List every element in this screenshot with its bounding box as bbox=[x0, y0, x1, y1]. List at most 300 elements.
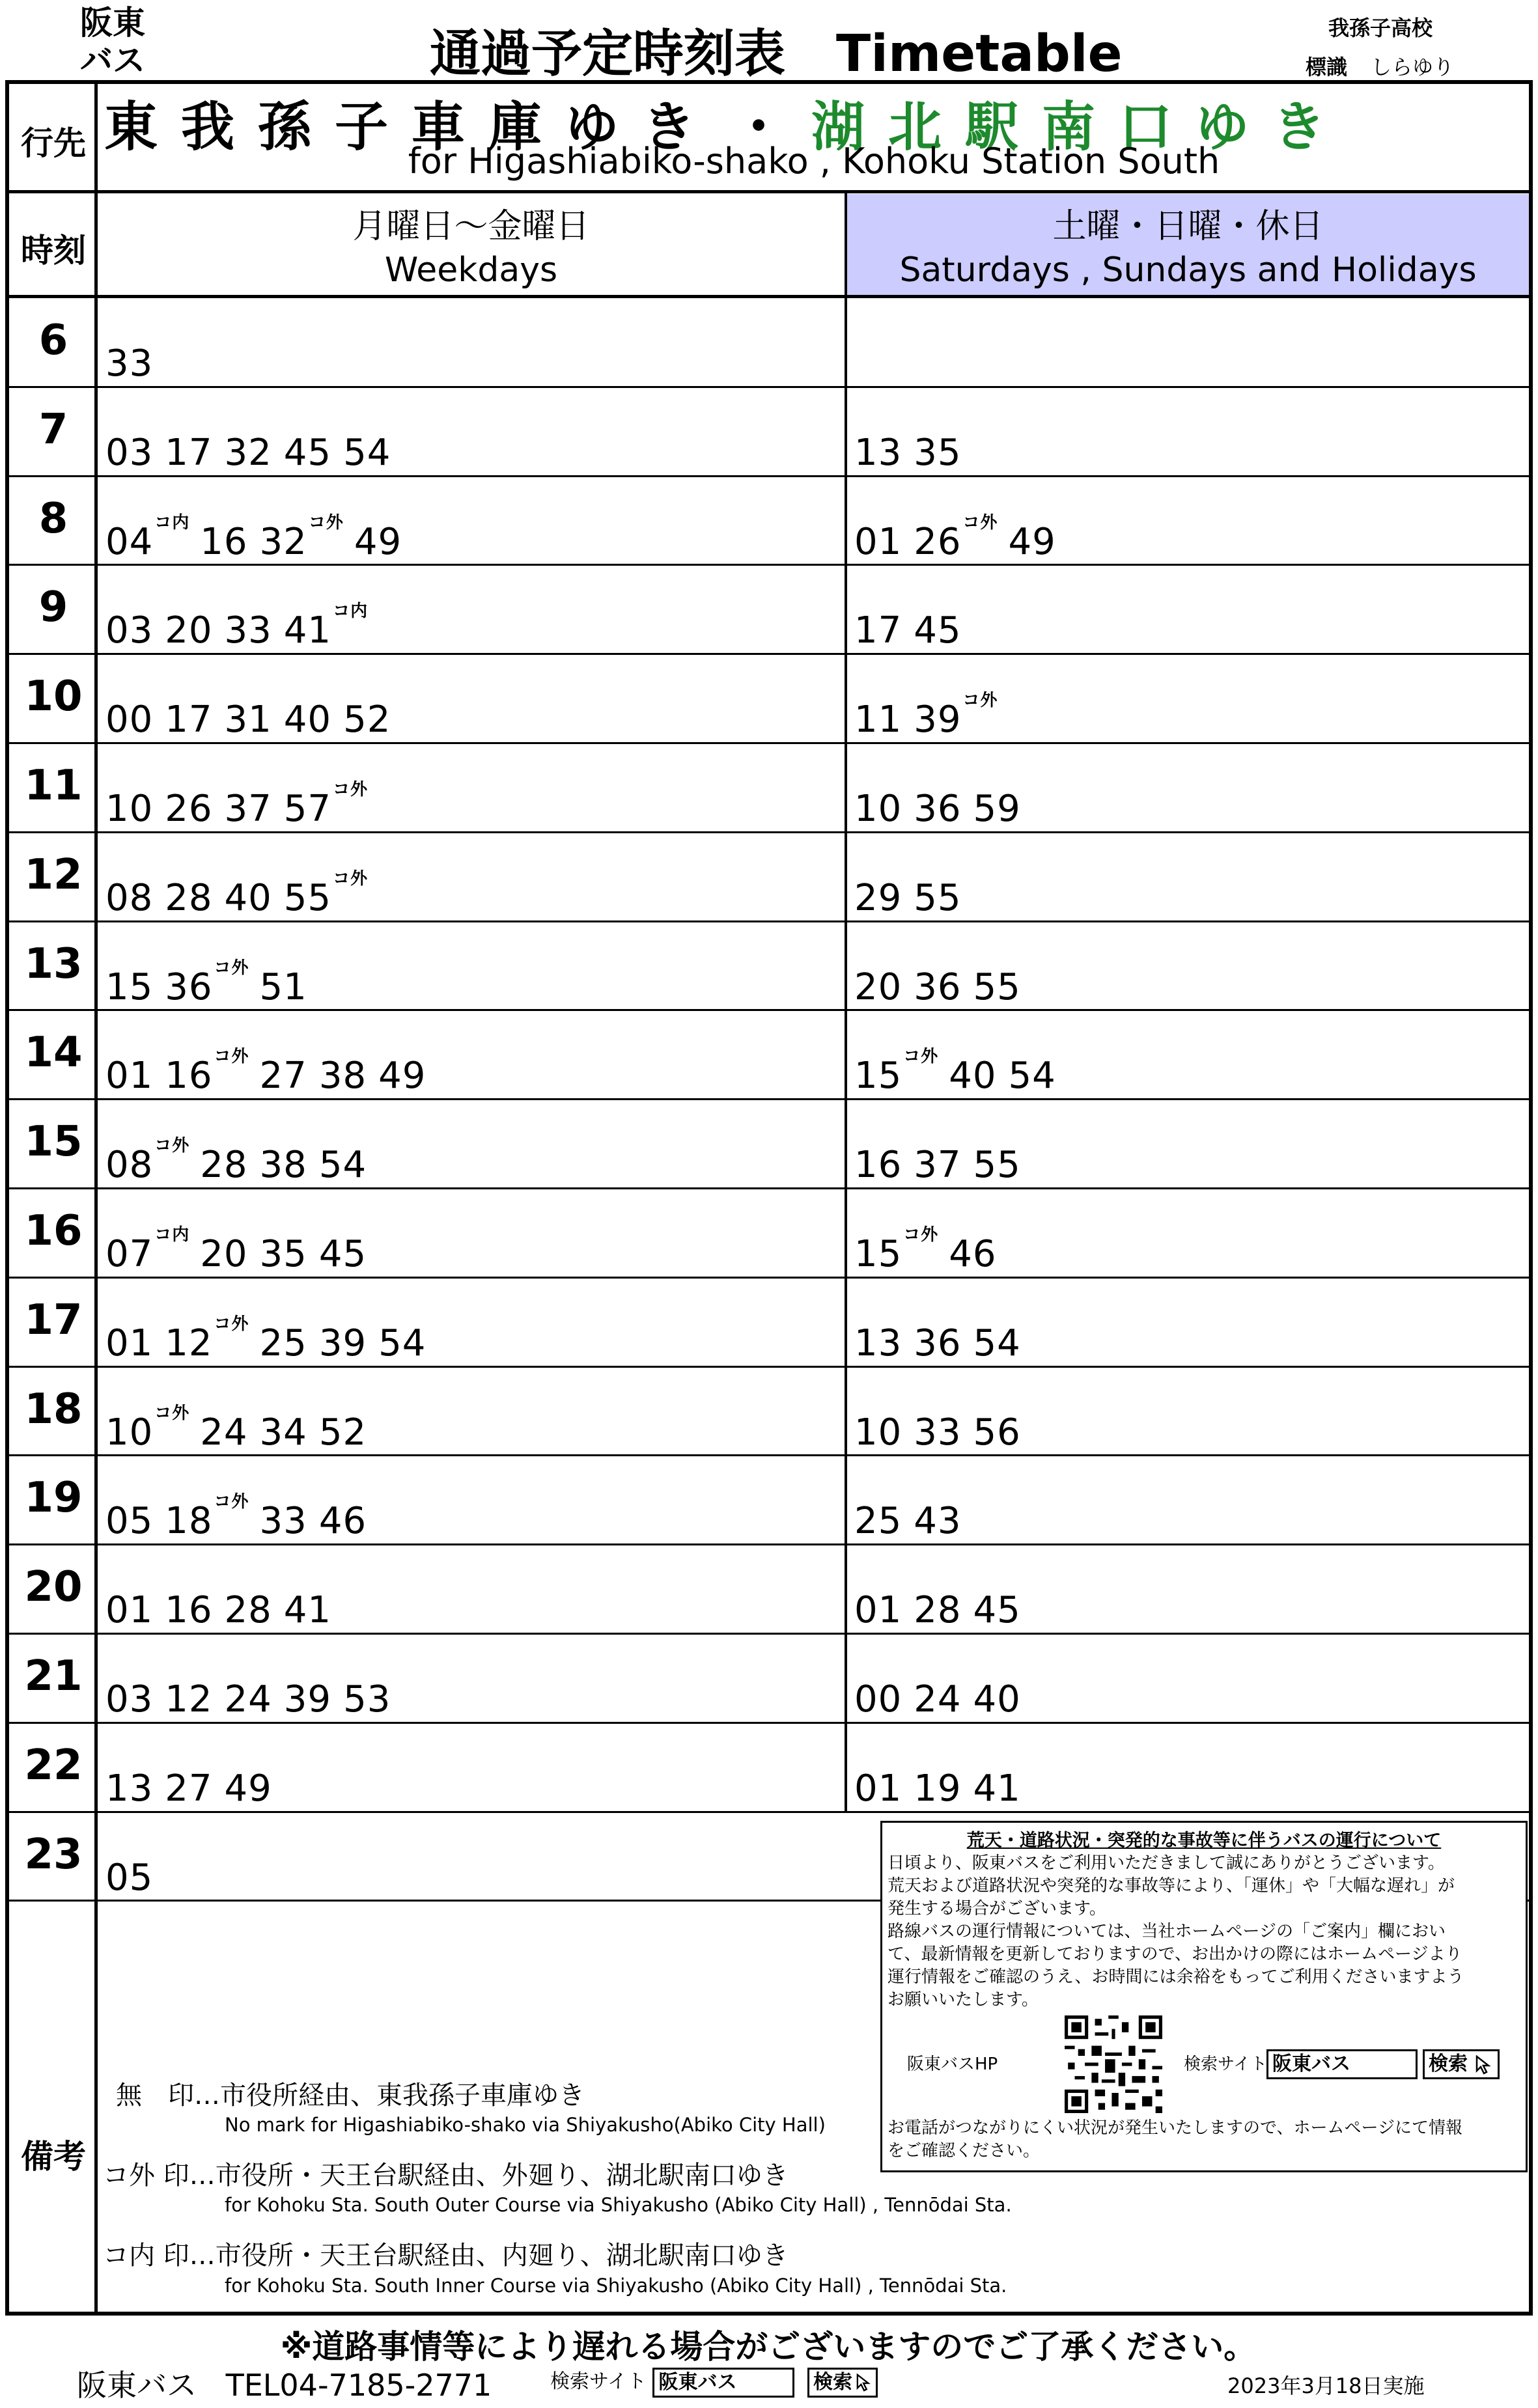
departure-time bbox=[854, 699, 902, 741]
footer-tel: TEL04-7185-2771 bbox=[225, 2368, 492, 2403]
departure-time bbox=[1009, 521, 1056, 563]
departure-time bbox=[165, 877, 212, 919]
holiday-times bbox=[854, 1767, 1033, 1810]
departure-minute: 33 bbox=[105, 342, 154, 385]
departure-minute: 25 bbox=[259, 1322, 307, 1364]
route-mark: コ外 bbox=[962, 691, 998, 710]
departure-minute: 10 bbox=[105, 788, 154, 830]
departure-time bbox=[105, 966, 153, 1008]
departure-time bbox=[105, 1055, 153, 1097]
notice-search-input[interactable]: 阪東バス bbox=[1266, 2049, 1418, 2079]
departure-time bbox=[914, 1678, 961, 1721]
notice-search-label: 検索サイト bbox=[1184, 2055, 1268, 2074]
departure-minute: 55 bbox=[914, 877, 962, 919]
departure-minute: 36 bbox=[165, 966, 213, 1008]
holiday-times bbox=[854, 691, 1009, 741]
departure-time bbox=[284, 699, 331, 741]
departure-minute: 49 bbox=[378, 1055, 426, 1097]
departure-minute: 49 bbox=[354, 521, 402, 563]
departure-time bbox=[914, 691, 998, 741]
destination-separator: ・ bbox=[732, 96, 812, 158]
departure-minute: 28 bbox=[224, 1589, 272, 1631]
departure-time bbox=[914, 1767, 961, 1810]
notice-line: 発生する場合がございます。 bbox=[888, 1899, 1106, 1918]
holiday-times bbox=[854, 1411, 1033, 1454]
departure-minute: 12 bbox=[165, 1678, 213, 1721]
departure-minute: 26 bbox=[914, 521, 962, 563]
row-line bbox=[5, 1009, 1533, 1011]
departure-minute: 01 bbox=[854, 1767, 902, 1810]
hour-label: 11 bbox=[24, 762, 83, 810]
departure-minute: 20 bbox=[200, 1233, 248, 1275]
hour-label: 16 bbox=[24, 1207, 83, 1255]
destination-jp-main: 東我孫子車庫ゆき bbox=[104, 96, 720, 158]
row-line bbox=[5, 1098, 1533, 1100]
row-line bbox=[5, 831, 1533, 833]
departure-minute: 40 bbox=[949, 1055, 997, 1097]
departure-minute: 10 bbox=[105, 1411, 154, 1454]
departure-time bbox=[165, 1589, 212, 1631]
departure-minute: 08 bbox=[105, 1144, 154, 1186]
departure-time bbox=[973, 1767, 1021, 1810]
departure-time bbox=[200, 1411, 247, 1454]
weekday-times bbox=[105, 1678, 402, 1721]
departure-minute: 01 bbox=[105, 1589, 154, 1631]
departure-time bbox=[854, 788, 902, 830]
departure-time bbox=[283, 780, 369, 830]
departure-time bbox=[1009, 1055, 1056, 1097]
holiday-times bbox=[854, 1144, 1033, 1186]
departure-time bbox=[225, 1589, 272, 1631]
departure-time bbox=[260, 1500, 307, 1542]
route-mark: コ外 bbox=[214, 958, 249, 978]
departure-time bbox=[343, 1678, 391, 1721]
departure-time bbox=[914, 513, 998, 563]
departure-minute: 19 bbox=[914, 1767, 962, 1810]
departure-minute: 39 bbox=[283, 1678, 332, 1721]
row-line bbox=[5, 920, 1533, 922]
footer-search-input[interactable]: 阪東バス bbox=[652, 2368, 794, 2398]
departure-minute: 27 bbox=[259, 1055, 307, 1097]
remark-outer-jp: コ外 印…市役所・天王台駅経由、外廻り、湖北駅南口ゆき bbox=[103, 2161, 789, 2191]
cursor-icon bbox=[856, 2373, 873, 2392]
departure-minute: 54 bbox=[1008, 1055, 1056, 1097]
holiday-times bbox=[854, 432, 973, 474]
departure-time bbox=[343, 432, 391, 474]
departure-time bbox=[914, 609, 961, 652]
departure-minute: 15 bbox=[105, 966, 154, 1008]
departure-time bbox=[854, 966, 902, 1008]
departure-minute: 40 bbox=[973, 1678, 1021, 1721]
row-line bbox=[5, 1543, 1533, 1545]
departure-minute: 12 bbox=[165, 1322, 213, 1364]
notice-line: て、最新情報を更新しておりますので、お出かけの際にはホームページより bbox=[888, 1944, 1462, 1964]
stop-sign bbox=[1306, 51, 1454, 81]
footer-search bbox=[550, 2365, 878, 2398]
departure-time bbox=[225, 788, 272, 830]
hour-label: 9 bbox=[38, 583, 68, 631]
departure-minute: 01 bbox=[105, 1055, 154, 1097]
departure-minute: 54 bbox=[343, 432, 391, 474]
departure-time bbox=[319, 1322, 367, 1364]
holiday-times bbox=[854, 877, 973, 919]
departure-time bbox=[225, 432, 272, 474]
departure-time bbox=[225, 1678, 272, 1721]
departure-time bbox=[854, 1500, 902, 1542]
remark-inner-jp: コ内 印…市役所・天王台駅経由、内廻り、湖北駅南口ゆき bbox=[103, 2241, 789, 2271]
stop-school: 我孫子高校 bbox=[1328, 16, 1433, 40]
departure-time bbox=[854, 432, 902, 474]
remark-none-en: No mark for Higashiabiko-shako via Shiyakusho(Abiko City Hall) bbox=[225, 2114, 826, 2136]
departure-minute: 29 bbox=[854, 877, 902, 919]
departure-minute: 38 bbox=[318, 1055, 367, 1097]
weekday-times bbox=[105, 432, 402, 474]
departure-minute: 40 bbox=[283, 699, 332, 741]
departure-time bbox=[283, 869, 369, 919]
remark-inner-en: for Kohoku Sta. South Inner Course via Shiyakusho (Abiko City Hall) , Tennōdai Sta. bbox=[225, 2275, 1007, 2297]
footer-search-button-label: 検索 bbox=[813, 2370, 852, 2394]
departure-time bbox=[165, 609, 212, 652]
departure-time bbox=[973, 1411, 1021, 1454]
departure-minute: 26 bbox=[165, 788, 213, 830]
departure-time bbox=[854, 1411, 902, 1454]
holiday-times bbox=[854, 1047, 1068, 1097]
departure-minute: 10 bbox=[854, 788, 902, 830]
holiday-times bbox=[854, 1678, 1033, 1721]
departure-time bbox=[260, 1055, 307, 1097]
departure-minute: 59 bbox=[973, 788, 1021, 830]
departure-time bbox=[973, 788, 1021, 830]
weekday-header-en: Weekdays bbox=[384, 251, 558, 290]
departure-minute: 46 bbox=[949, 1233, 997, 1275]
departure-time bbox=[260, 1144, 307, 1186]
remark-outer-en: for Kohoku Sta. South Outer Course via Shiyakusho (Abiko City Hall) , Tennōdai Sta. bbox=[225, 2194, 1012, 2216]
company-logo-text bbox=[77, 4, 148, 79]
holiday-header-jp: 土曜・日曜・休日 bbox=[1052, 207, 1324, 246]
departure-time bbox=[165, 788, 212, 830]
departure-minute: 16 bbox=[854, 1144, 902, 1186]
departure-time bbox=[854, 1589, 902, 1631]
departure-minute: 45 bbox=[914, 609, 962, 652]
departure-minute: 24 bbox=[224, 1678, 272, 1721]
departure-time bbox=[914, 788, 961, 830]
departure-time bbox=[914, 877, 961, 919]
departure-minute: 33 bbox=[224, 609, 272, 652]
departure-time bbox=[973, 1322, 1021, 1364]
notice-line: 日頃より、阪東バスをご利用いただきまして誠にありがとうございます。 bbox=[888, 1853, 1445, 1873]
weekday-header-jp: 月曜日～金曜日 bbox=[352, 207, 590, 246]
departure-minute: 08 bbox=[105, 877, 154, 919]
departure-time bbox=[105, 1589, 153, 1631]
departure-minute: 04 bbox=[105, 521, 154, 563]
row-line bbox=[5, 742, 1533, 744]
departure-time bbox=[260, 1411, 307, 1454]
departure-time bbox=[165, 1767, 212, 1810]
weekday-times bbox=[105, 1404, 378, 1454]
departure-time bbox=[854, 877, 902, 919]
departure-time bbox=[200, 1144, 247, 1186]
departure-time bbox=[854, 609, 902, 652]
hour-label: 23 bbox=[24, 1831, 83, 1879]
departure-time bbox=[914, 1144, 961, 1186]
footer-contact bbox=[77, 2362, 492, 2405]
departure-time bbox=[105, 1767, 153, 1810]
notice-title: 荒天・道路状況・突発的な事故等に伴うバスの運行について bbox=[966, 1831, 1442, 1851]
departure-minute: 01 bbox=[105, 1322, 154, 1364]
time-label: 時刻 bbox=[21, 232, 86, 270]
departure-minute: 45 bbox=[973, 1589, 1021, 1631]
departure-time bbox=[105, 1225, 190, 1275]
route-mark: コ外 bbox=[154, 1404, 190, 1423]
departure-time bbox=[284, 1678, 331, 1721]
departure-minute: 53 bbox=[343, 1678, 391, 1721]
departure-minute: 36 bbox=[914, 788, 962, 830]
notice-line: をご確認ください。 bbox=[888, 2141, 1041, 2161]
holiday-times bbox=[854, 1225, 1009, 1275]
holiday-times bbox=[854, 513, 1068, 563]
departure-minute: 55 bbox=[283, 877, 332, 919]
hour-label: 21 bbox=[24, 1652, 83, 1700]
delay-notice: ※道路事情等により遅れる場合がございますのでご了承ください。 bbox=[280, 2328, 1257, 2366]
departure-time bbox=[354, 521, 402, 563]
departure-time bbox=[378, 1055, 426, 1097]
departure-time bbox=[949, 1055, 996, 1097]
qr-code-icon[interactable] bbox=[1065, 2015, 1162, 2113]
remark-none-jp: 無 印…市役所経由、東我孫子車庫ゆき bbox=[116, 2081, 585, 2110]
departure-minute: 18 bbox=[165, 1500, 213, 1542]
departure-time bbox=[165, 432, 212, 474]
stop-sign-name: しらゆり bbox=[1371, 55, 1455, 79]
departure-time bbox=[319, 1233, 367, 1275]
notice-links bbox=[888, 2012, 1520, 2117]
departure-minute: 03 bbox=[105, 1678, 154, 1721]
row-line bbox=[5, 1811, 1533, 1813]
company-line1: 阪東 bbox=[80, 4, 145, 42]
weekday-times bbox=[105, 1314, 438, 1364]
destination-label: 行先 bbox=[21, 124, 86, 162]
weekday-times bbox=[105, 1047, 438, 1097]
departure-time bbox=[949, 1233, 996, 1275]
departure-minute: 11 bbox=[854, 699, 902, 741]
grid-line bbox=[5, 190, 1533, 193]
departure-minute: 35 bbox=[914, 432, 962, 474]
departure-time bbox=[165, 1678, 212, 1721]
departure-minute: 36 bbox=[914, 966, 962, 1008]
departure-time bbox=[260, 1322, 307, 1364]
destination-jp-kohoku: 湖北駅南口ゆき bbox=[811, 96, 1350, 158]
departure-time bbox=[284, 432, 331, 474]
hour-label: 19 bbox=[24, 1474, 83, 1522]
departure-minute: 32 bbox=[224, 432, 272, 474]
departure-minute: 51 bbox=[259, 966, 307, 1008]
hour-label: 18 bbox=[24, 1385, 83, 1433]
departure-minute: 38 bbox=[259, 1144, 307, 1186]
departure-minute: 54 bbox=[318, 1144, 367, 1186]
departure-minute: 15 bbox=[854, 1055, 902, 1097]
departure-minute: 49 bbox=[1008, 521, 1056, 563]
departure-time bbox=[973, 966, 1021, 1008]
departure-time bbox=[260, 966, 307, 1008]
departure-minute: 32 bbox=[259, 521, 307, 563]
company-line2: バス bbox=[80, 42, 145, 79]
departure-minute: 33 bbox=[914, 1411, 962, 1454]
departure-minute: 13 bbox=[854, 432, 902, 474]
departure-minute: 05 bbox=[105, 1857, 154, 1899]
departure-minute: 54 bbox=[973, 1322, 1021, 1364]
departure-time bbox=[319, 1144, 367, 1186]
departure-minute: 52 bbox=[343, 699, 391, 741]
departure-time bbox=[854, 1678, 902, 1721]
weekday-times bbox=[105, 342, 165, 385]
effective-date: 2023年3月18日実施 bbox=[1227, 2373, 1425, 2398]
weekday-times bbox=[105, 699, 402, 741]
departure-time bbox=[854, 1767, 902, 1810]
hour-label: 6 bbox=[38, 316, 68, 365]
departure-time bbox=[284, 1589, 331, 1631]
departure-minute: 28 bbox=[200, 1144, 248, 1186]
departure-minute: 24 bbox=[914, 1678, 962, 1721]
grid-line bbox=[845, 190, 847, 1813]
departure-minute: 07 bbox=[105, 1233, 154, 1275]
holiday-times bbox=[854, 1589, 1033, 1631]
route-mark: コ内 bbox=[154, 1225, 190, 1245]
departure-minute: 15 bbox=[854, 1233, 902, 1275]
departure-minute: 40 bbox=[224, 877, 272, 919]
departure-time bbox=[914, 1411, 961, 1454]
route-mark: コ外 bbox=[214, 1047, 249, 1066]
departure-minute: 45 bbox=[318, 1233, 367, 1275]
departure-minute: 01 bbox=[854, 521, 902, 563]
weekday-times bbox=[105, 1136, 378, 1186]
departure-minute: 17 bbox=[854, 609, 902, 652]
departure-minute: 05 bbox=[105, 1500, 154, 1542]
departure-time bbox=[225, 699, 272, 741]
hour-label: 22 bbox=[24, 1741, 83, 1790]
grid-line bbox=[5, 295, 1533, 298]
holiday-times bbox=[854, 1500, 973, 1542]
departure-minute: 55 bbox=[973, 1144, 1021, 1186]
departure-time bbox=[165, 958, 249, 1008]
departure-time bbox=[105, 1857, 153, 1899]
route-mark: コ外 bbox=[214, 1314, 249, 1334]
hour-label: 7 bbox=[38, 406, 68, 454]
weekday-times bbox=[105, 1225, 378, 1275]
departure-time bbox=[854, 1225, 939, 1275]
departure-minute: 41 bbox=[283, 609, 332, 652]
weekday-times bbox=[105, 780, 378, 830]
hour-label: 12 bbox=[24, 851, 83, 899]
route-mark: コ外 bbox=[154, 1136, 190, 1156]
departure-minute: 28 bbox=[165, 877, 213, 919]
departure-minute: 39 bbox=[914, 699, 962, 741]
departure-time bbox=[283, 602, 369, 652]
departure-time bbox=[973, 1589, 1021, 1631]
weekday-times bbox=[105, 958, 319, 1008]
departure-minute: 16 bbox=[165, 1055, 213, 1097]
departure-time bbox=[225, 609, 272, 652]
departure-time bbox=[105, 788, 153, 830]
departure-minute: 33 bbox=[259, 1500, 307, 1542]
hour-label: 14 bbox=[24, 1029, 83, 1077]
departure-minute: 31 bbox=[224, 699, 272, 741]
departure-minute: 56 bbox=[973, 1411, 1021, 1454]
departure-time bbox=[200, 521, 247, 563]
departure-minute: 16 bbox=[165, 1589, 213, 1631]
departure-time bbox=[105, 1678, 153, 1721]
holiday-header-en: Saturdays , Sundays and Holidays bbox=[899, 251, 1477, 290]
footer-search-label: 検索サイト bbox=[550, 2370, 647, 2393]
row-line bbox=[5, 1366, 1533, 1368]
departure-time bbox=[105, 699, 153, 741]
departure-minute: 20 bbox=[165, 609, 213, 652]
departure-minute: 34 bbox=[259, 1411, 307, 1454]
footer-search-button[interactable] bbox=[807, 2368, 878, 2398]
departure-time bbox=[165, 1492, 249, 1542]
departure-time bbox=[914, 432, 961, 474]
notice-line: 路線バスの運行情報については、当社ホームページの「ご案内」欄におい bbox=[888, 1922, 1446, 1941]
departure-minute: 25 bbox=[854, 1500, 902, 1542]
weekday-times bbox=[105, 1492, 378, 1542]
departure-minute: 20 bbox=[854, 966, 902, 1008]
operation-notice bbox=[880, 1821, 1528, 2172]
notice-line: お願いいたします。 bbox=[888, 1990, 1039, 2010]
row-line bbox=[5, 1633, 1533, 1635]
weekday-times bbox=[105, 1767, 284, 1810]
hour-label: 13 bbox=[24, 940, 83, 988]
departure-minute: 16 bbox=[200, 521, 248, 563]
row-line bbox=[5, 564, 1533, 566]
departure-minute: 35 bbox=[259, 1233, 307, 1275]
notice-search-button-label: 検索 bbox=[1429, 2053, 1468, 2075]
notice-search-button[interactable] bbox=[1423, 2049, 1500, 2079]
departure-time bbox=[914, 1589, 961, 1631]
departure-time bbox=[165, 699, 212, 741]
departure-time bbox=[105, 609, 153, 652]
destination-en: for Higashiabiko-shako , Kohoku Station South bbox=[408, 141, 1220, 182]
weekday-times bbox=[105, 513, 413, 563]
weekday-times bbox=[105, 1589, 343, 1631]
departure-time bbox=[319, 1500, 367, 1542]
departure-minute: 03 bbox=[105, 609, 154, 652]
departure-minute: 52 bbox=[318, 1411, 367, 1454]
departure-time bbox=[259, 513, 344, 563]
departure-time bbox=[854, 521, 902, 563]
departure-minute: 13 bbox=[854, 1322, 902, 1364]
departure-time bbox=[105, 877, 153, 919]
departure-minute: 36 bbox=[914, 1322, 962, 1364]
departure-minute: 00 bbox=[854, 1678, 902, 1721]
route-mark: コ外 bbox=[903, 1047, 939, 1066]
departure-time bbox=[973, 1144, 1021, 1186]
hp-label: 阪東バスHP bbox=[907, 2055, 998, 2074]
departure-time bbox=[260, 1233, 307, 1275]
row-line bbox=[5, 1187, 1533, 1189]
stop-sign-label: 標識 bbox=[1306, 55, 1348, 79]
row-line bbox=[5, 1722, 1533, 1724]
row-line bbox=[5, 1454, 1533, 1456]
departure-time bbox=[105, 1404, 190, 1454]
departure-minute: 28 bbox=[914, 1589, 962, 1631]
departure-time bbox=[973, 1678, 1021, 1721]
departure-minute: 37 bbox=[224, 788, 272, 830]
departure-time bbox=[105, 1136, 190, 1186]
weekday-times bbox=[105, 869, 378, 919]
route-mark: コ外 bbox=[308, 513, 344, 533]
route-mark: コ内 bbox=[333, 602, 369, 621]
departure-minute: 45 bbox=[283, 432, 332, 474]
departure-time bbox=[914, 1500, 961, 1542]
departure-minute: 17 bbox=[165, 699, 213, 741]
